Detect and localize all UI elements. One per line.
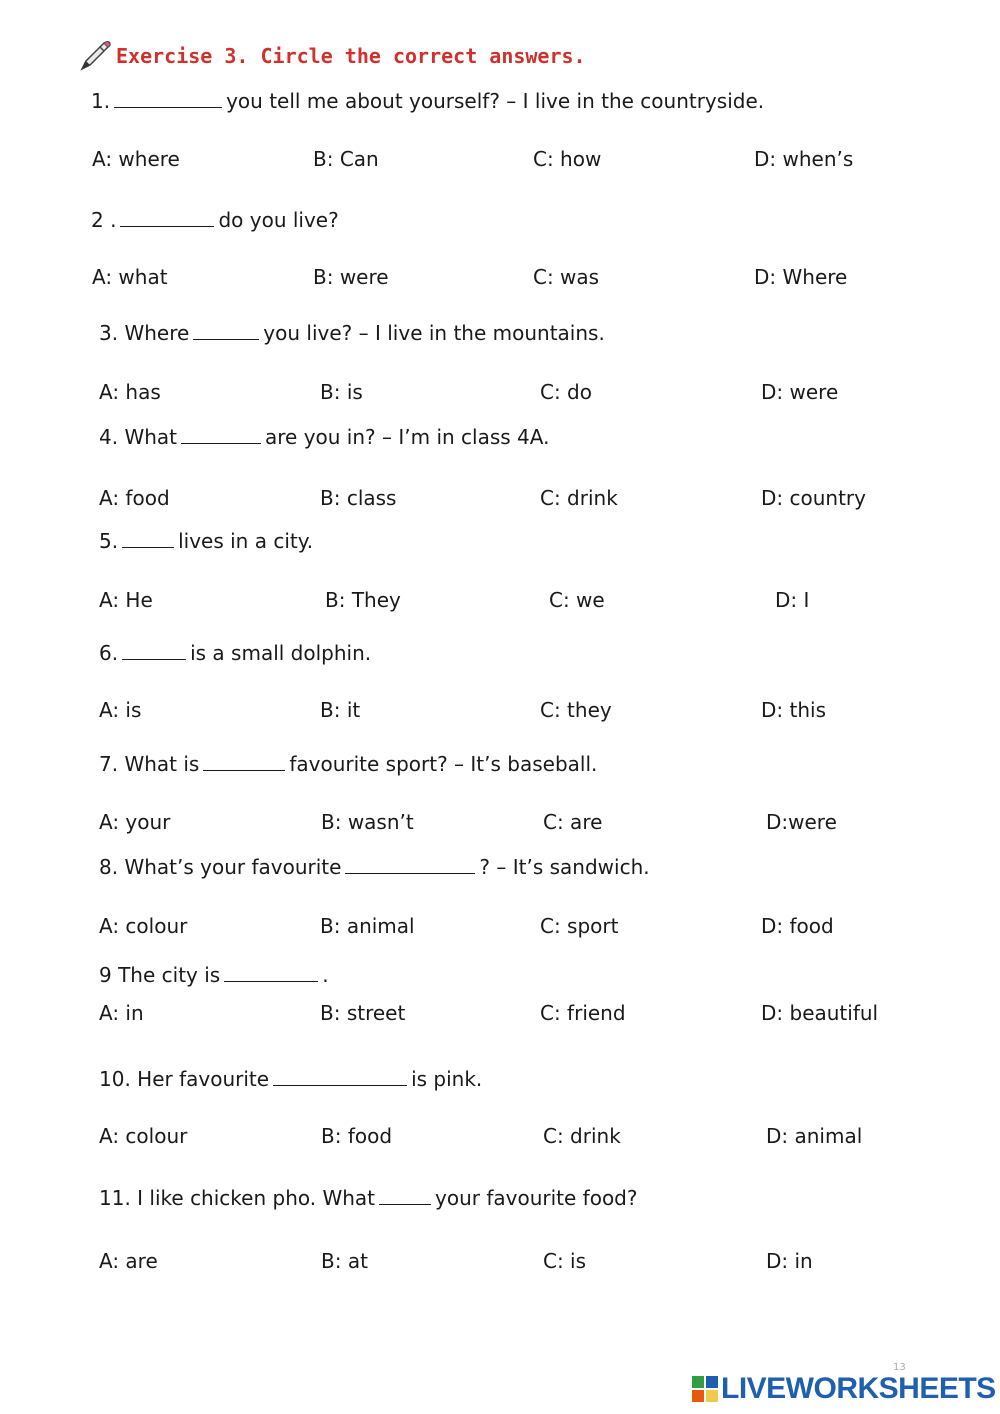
option-a[interactable]: A: is	[99, 698, 142, 722]
question-text: 1.	[91, 89, 111, 113]
answer-blank[interactable]	[345, 855, 475, 874]
answer-blank[interactable]	[273, 1067, 407, 1086]
option-d[interactable]: D: animal	[766, 1124, 863, 1148]
option-d[interactable]: D: Where	[754, 265, 848, 289]
option-a[interactable]: A: where	[92, 147, 180, 171]
question-6	[99, 641, 371, 665]
page-number: 13	[893, 1362, 906, 1373]
option-c[interactable]: C: drink	[543, 1124, 621, 1148]
question-text: is a small dolphin.	[190, 641, 372, 665]
question-text: are you in? – I’m in class 4A.	[265, 425, 550, 449]
option-d[interactable]: D: beautiful	[761, 1001, 879, 1025]
answer-blank[interactable]	[193, 321, 259, 340]
question-text: 5.	[99, 529, 119, 553]
option-b[interactable]: B: is	[320, 380, 363, 404]
brand-name: LIVEWORKSHEETS	[721, 1372, 996, 1405]
question-3	[99, 321, 605, 345]
question-text: 4. What	[99, 425, 177, 449]
question-text: 2 .	[91, 208, 117, 232]
option-d[interactable]: D: in	[766, 1249, 813, 1273]
exercise-header	[78, 36, 586, 76]
pencil-icon	[78, 39, 112, 73]
option-b[interactable]: B: food	[321, 1124, 393, 1148]
answer-blank[interactable]	[120, 208, 214, 227]
question-text: 9 The city is	[99, 963, 221, 987]
question-11	[99, 1186, 638, 1210]
option-b[interactable]: B: at	[321, 1249, 368, 1273]
option-c[interactable]: C: drink	[540, 486, 618, 510]
question-text: your favourite food?	[435, 1186, 638, 1210]
question-text: 8. What’s your favourite	[99, 855, 342, 879]
answer-blank[interactable]	[114, 89, 222, 108]
question-text: favourite sport? – It’s baseball.	[289, 752, 598, 776]
option-a[interactable]: A: colour	[99, 1124, 188, 1148]
option-c[interactable]: C: are	[543, 810, 603, 834]
option-b[interactable]: B: Can	[313, 147, 379, 171]
answer-blank[interactable]	[122, 641, 186, 660]
question-text: lives in a city.	[178, 529, 314, 553]
option-d[interactable]: D: food	[761, 914, 834, 938]
exercise-title: Exercise 3. Circle the correct answers.	[116, 44, 586, 68]
question-2	[91, 208, 339, 232]
option-c[interactable]: C: how	[533, 147, 602, 171]
option-a[interactable]: A: has	[99, 380, 161, 404]
question-10	[99, 1067, 482, 1091]
option-d[interactable]: D: this	[761, 698, 826, 722]
logo-grid-icon	[692, 1376, 718, 1402]
option-a[interactable]: A: food	[99, 486, 170, 510]
option-a[interactable]: A: are	[99, 1249, 158, 1273]
option-c[interactable]: C: is	[543, 1249, 587, 1273]
question-text: 10. Her favourite	[99, 1067, 270, 1091]
option-c[interactable]: C: we	[549, 588, 605, 612]
option-c[interactable]: C: they	[540, 698, 612, 722]
question-text: 11. I like chicken pho. What	[99, 1186, 376, 1210]
question-7	[99, 752, 597, 776]
question-text: 7. What is	[99, 752, 200, 776]
option-b[interactable]: B: animal	[320, 914, 415, 938]
question-text: is pink.	[411, 1067, 483, 1091]
answer-blank[interactable]	[203, 752, 285, 771]
question-text: 6.	[99, 641, 119, 665]
option-a[interactable]: A: in	[99, 1001, 144, 1025]
answer-blank[interactable]	[379, 1186, 431, 1205]
question-1	[91, 89, 764, 113]
question-8	[99, 855, 650, 879]
question-text: you tell me about yourself? – I live in the countryside.	[226, 89, 765, 113]
option-c[interactable]: C: sport	[540, 914, 619, 938]
option-b[interactable]: B: class	[320, 486, 397, 510]
option-a[interactable]: A: your	[99, 810, 171, 834]
option-d[interactable]: D: when’s	[754, 147, 854, 171]
option-d[interactable]: D:were	[766, 810, 837, 834]
question-text: do you live?	[218, 208, 339, 232]
question-4	[99, 425, 549, 449]
question-text: .	[322, 963, 329, 987]
option-c[interactable]: C: friend	[540, 1001, 626, 1025]
option-b[interactable]: B: They	[325, 588, 401, 612]
option-c[interactable]: C: do	[540, 380, 592, 404]
question-text: ? – It’s sandwich.	[479, 855, 650, 879]
option-b[interactable]: B: it	[320, 698, 361, 722]
answer-blank[interactable]	[122, 529, 174, 548]
question-text: 3. Where	[99, 321, 190, 345]
option-a[interactable]: A: what	[92, 265, 168, 289]
option-d[interactable]: D: I	[775, 588, 810, 612]
liveworksheets-logo	[692, 1372, 996, 1406]
option-b[interactable]: B: were	[313, 265, 389, 289]
option-c[interactable]: C: was	[533, 265, 600, 289]
option-d[interactable]: D: were	[761, 380, 839, 404]
answer-blank[interactable]	[224, 963, 318, 982]
question-9	[99, 963, 329, 987]
option-a[interactable]: A: He	[99, 588, 153, 612]
option-d[interactable]: D: country	[761, 486, 866, 510]
option-b[interactable]: B: wasn’t	[321, 810, 414, 834]
answer-blank[interactable]	[181, 425, 261, 444]
question-text: you live? – I live in the mountains.	[263, 321, 605, 345]
option-b[interactable]: B: street	[320, 1001, 406, 1025]
option-a[interactable]: A: colour	[99, 914, 188, 938]
question-5	[99, 529, 313, 553]
